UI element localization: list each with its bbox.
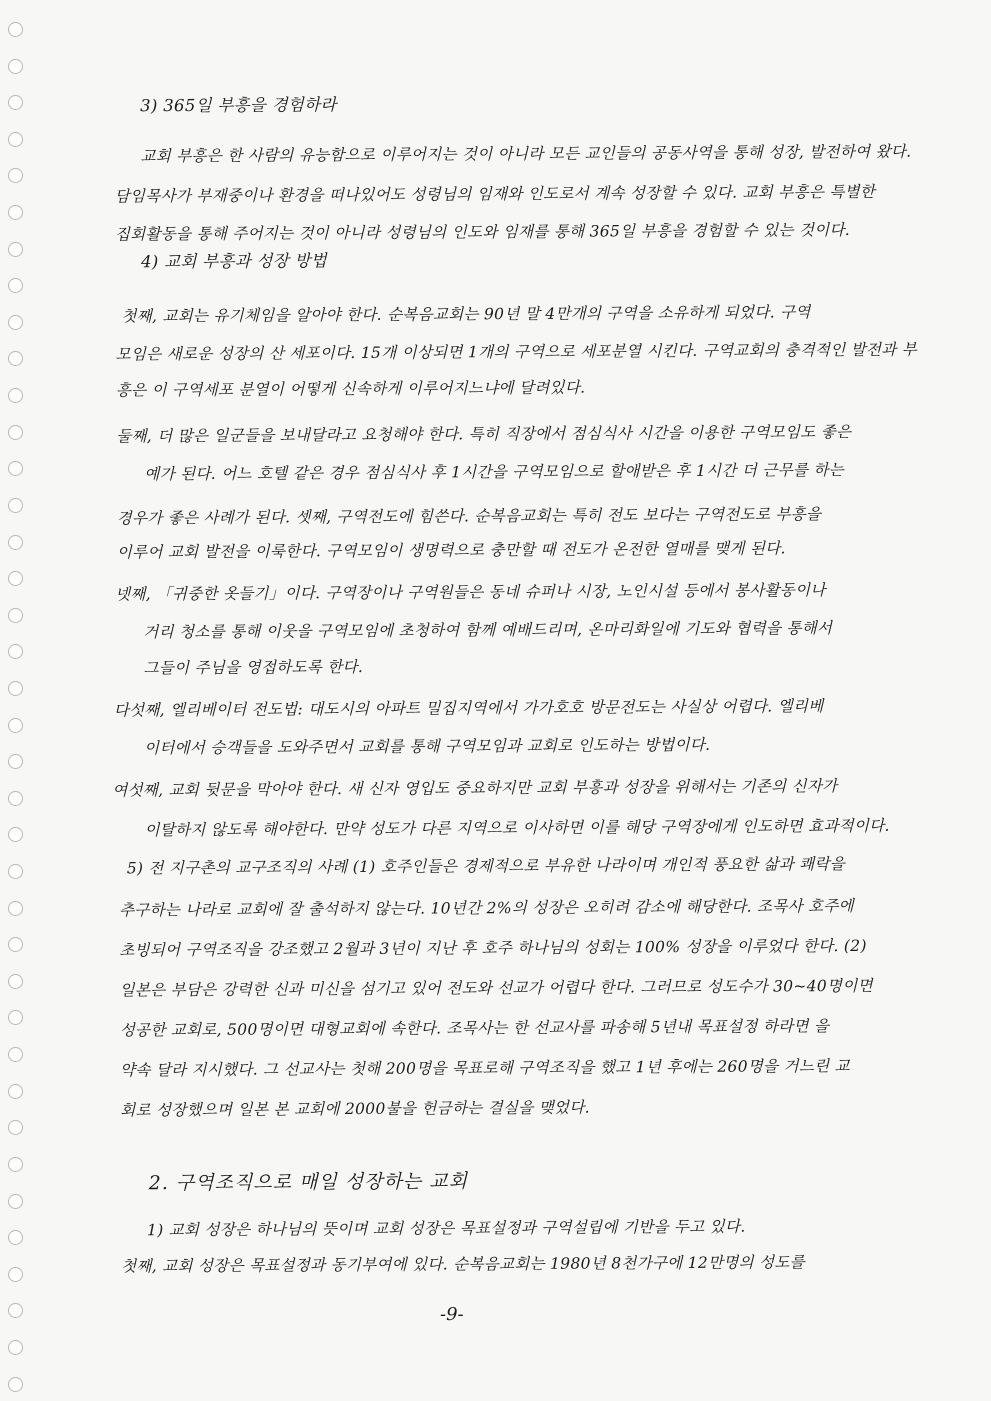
binder-hole [8,864,23,879]
binder-hole [8,242,23,257]
text-line: 성공한 교회로, 500명이면 대형교회에 속한다. 조목사는 한 선교사를 파송해 5년내 목표설정 하라면 을 [119,1017,830,1040]
binder-hole-strip [8,22,34,1392]
chapter-heading: 2. 구역조직으로 매일 성장하는 교회 [148,1170,469,1195]
text-line: 집회활동을 통해 주어지는 것이 아니라 성령님의 인도와 임재를 통해 365일 부흥을 경험할 수 있는 것이다. [114,220,851,244]
binder-hole [8,827,23,842]
text-line: 경우가 좋은 사례가 된다. 셋째, 구역전도에 힘쓴다. 순복음교회는 특히 전도 보다는 구역전도로 부흥을 [116,505,822,528]
binder-hole [8,791,23,806]
binder-hole [8,132,23,147]
section-heading-365-revival: 3) 365일 부흥을 경험하라 [140,95,337,116]
binder-hole [8,461,23,476]
binder-hole [8,1120,23,1135]
binder-hole [8,59,23,74]
binder-hole [8,1377,23,1392]
text-line: 약속 달라 지시했다. 그 선교사는 첫해 200명을 목표로해 구역조직을 했고 1년 후에는 260명을 거느린 교 [119,1056,850,1080]
text-line: 담임목사가 부재중이나 환경을 떠나있어도 성령님의 임재와 인도로서 계속 성장할 수 있다. 교회 부흥은 특별한 [114,182,876,206]
binder-hole [8,1084,23,1099]
text-line: 그들이 주님을 영접하도록 한다. [143,657,364,678]
text-line: 흥은 이 구역세포 분열이 어떻게 신속하게 이루어지느냐에 달려있다. [115,378,586,400]
binder-hole [8,535,23,550]
binder-hole [8,388,23,403]
text-line: 다섯째, 엘리베이터 전도법: 대도시의 아파트 밀집지역에서 가가호호 방문전도는 사실상 어렵다. 엘리베 [113,697,824,720]
text-line: 1) 교회 성장은 하나님의 뜻이며 교회 성장은 목표설정과 구역설립에 기반을 두고 있다. [146,1217,746,1240]
text-line: 회로 성장했으며 일본 본 교회에 2000불을 헌금하는 결실을 맺었다. [120,1098,590,1120]
text-line: 초빙되어 구역조직을 강조했고 2월과 3년이 지난 후 호주 하나님의 성회는 100% 성장을 이루었다 한다. (2) [119,936,867,960]
text-line: 넷째, 「귀중한 옷들기」이다. 구역장이나 구역원들은 동네 슈퍼나 시장, 노인시설 등에서 봉사활동이나 [115,581,826,604]
text-line: 첫째, 교회 성장은 목표설정과 동기부여에 있다. 순복음교회는 1980년 8천가구에 12만명의 성도를 [121,1253,805,1276]
text-line: 모임은 새로운 성장의 산 세포이다. 15개 이상되면 1개의 구역으로 세포분열 시킨다. 구역교회의 충격적인 발전과 부 [115,340,918,364]
text-line: 첫째, 교회는 유기체임을 알아야 한다. 순복음교회는 90년 말 4만개의 구역을 소유하게 되었다. 구역 [121,303,811,326]
binder-hole [8,718,23,733]
text-line: 일본은 부담은 강력한 신과 미신을 섬기고 있어 전도와 선교가 어렵다 한다. 그러므로 성도수가 30~40명이면 [119,976,873,1000]
binder-hole [8,22,23,37]
text-line: 여섯째, 교회 뒷문을 막아야 한다. 새 신자 영입도 중요하지만 교회 부흥과 성장을 위해서는 기존의 신자가 [112,777,838,800]
binder-hole [8,571,23,586]
binder-hole [8,1010,23,1025]
binder-hole [8,205,23,220]
page-number: -9- [440,1304,464,1325]
text-line: 교회 부흥은 한 사람의 유능함으로 이루어지는 것이 아니라 모든 교인들의 공동사역을 통해 성장, 발전하여 왔다. [140,142,912,166]
binder-hole [8,901,23,916]
handwritten-page [100,79,930,1276]
text-line: 거리 청소를 통해 이웃을 구역모임에 초청하여 함께 예배드리며, 온마리화일에 기도와 협력을 통해서 [143,619,833,642]
text-line: 둘째, 더 많은 일군들을 보내달라고 요청해야 한다. 특히 직장에서 점심식사 시간을 이용한 구역모임도 좋은 [116,422,852,446]
text-line: 예가 된다. 어느 호텔 같은 경우 점심식사 후 1시간을 구역모임으로 할애받은 후 1시간 더 근무를 하는 [144,460,845,484]
section-heading-growth-methods: 4) 교회 부흥과 성장 방법 [141,251,328,272]
binder-hole [8,681,23,696]
binder-hole [8,498,23,513]
binder-hole [8,1267,23,1282]
binder-hole [8,95,23,110]
binder-hole [8,1047,23,1062]
binder-hole [8,351,23,366]
text-line: 5) 전 지구촌의 교구조직의 사례 (1) 호주인들은 경제적으로 부유한 나라이며 개인적 풍요한 삶과 쾌락을 [126,854,846,878]
text-line: 추구하는 나라로 교회에 잘 출석하지 않는다. 10년간 2%의 성장은 오히려 감소에 해당한다. 조목사 호주에 [118,896,854,920]
binder-hole [8,1340,23,1355]
binder-hole [8,754,23,769]
binder-hole [8,937,23,952]
binder-hole [8,1194,23,1209]
binder-hole [8,1303,23,1318]
text-line: 이탈하지 않도록 해야한다. 만약 성도가 다른 지역으로 이사하면 이를 해당 구역장에게 인도하면 효과적이다. [144,816,890,840]
binder-hole [8,168,23,183]
text-line: 이루어 교회 발전을 이룩한다. 구역모임이 생명력으로 충만할 때 전도가 온전한 열매를 맺게 된다. [116,539,786,562]
binder-hole [8,315,23,330]
binder-hole [8,278,23,293]
binder-hole [8,974,23,989]
binder-hole [8,608,23,623]
binder-hole [8,1230,23,1245]
binder-hole [8,1157,23,1172]
binder-hole [8,425,23,440]
binder-hole [8,644,23,659]
text-line: 이터에서 승객들을 도와주면서 교회를 통해 구역모임과 교회로 인도하는 방법이다. [144,735,711,758]
